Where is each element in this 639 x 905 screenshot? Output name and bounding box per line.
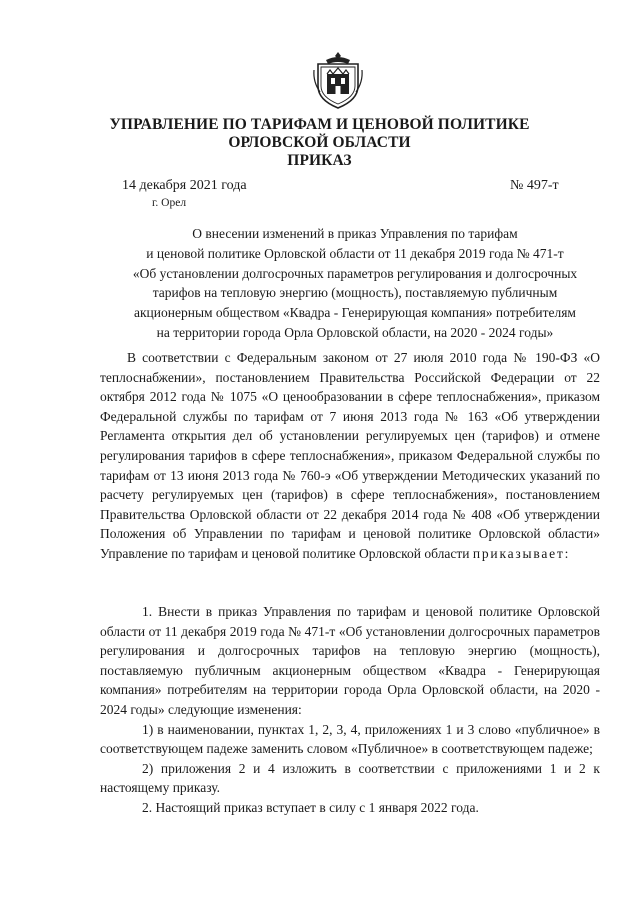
item-1: 1. Внести в приказ Управления по тарифам и ценовой политике Орловской области от 11 декабря 2019 года № 471-т «Об установлении долгосрочных параметров регулирования и долгосрочных тарифов на тепловую энергию (мощность), поставляемую публичным акционерным обществом «Квадра - Генерирующая компания» потребителям на территории города Орла Орловской области, на 2020 - 2024 годы» следующие изменения: — [100, 604, 600, 717]
preamble-text: В соответствии с Федеральным законом от 27 июля 2010 года № 190-ФЗ «О теплоснабжении», постановлением Правительства Российской Федерации от 22 октября 2012 года № 1075 «О ценообразовании в сфере теплоснабжения», приказом Федеральной службы по тарифам от 7 июня 2013 года № 163 «Об утверждении Регламента открытия дел об установлении регулируемых цен (тарифов) и отмене регулирования тарифов в сфере теплоснабжения», приказом Федеральной службы по тарифам от 13 июня 2013 года № 760-э «Об утверждении Методических указаний по расчету регулируемых цен (тарифов) в сфере теплоснабжения», постановлением Правительства Орловской области от 22 декабря 2014 года № 408 «Об утверждении Положения об Управлении по тарифам и ценовой политике Орловской области» Управление по тарифам и ценовой политике Орловской области — [100, 350, 600, 561]
order-items — [100, 602, 600, 818]
subject-line: тарифов на тепловую энергию (мощность), поставляемую публичным — [152, 285, 558, 301]
subject-line: на территории города Орла Орловской области, на 2020 - 2024 годы» — [156, 324, 554, 340]
orders-word: приказывает: — [472, 545, 571, 561]
subject-line: и ценовой политике Орловской области от 11 декабря 2019 года № 471-т — [146, 245, 564, 261]
item-1-sub-1: 1) в наименовании, пунктах 1, 2, 3, 4, приложениях 1 и 3 слово «публичное» в соответствующем падеже заменить словом «Публичное» в соответствующем падеже; — [100, 721, 600, 757]
agency-name-line2: ОРЛОВСКОЙ ОБЛАСТИ — [228, 134, 411, 151]
order-city: г. Орел — [152, 197, 187, 209]
subject-line: «Об установлении долгосрочных параметров регулирования и долгосрочных — [132, 265, 578, 281]
order-date: 14 декабря 2021 года — [122, 178, 247, 193]
subject-line: О внесении изменений в приказ Управления по тарифам — [192, 226, 518, 241]
item-2: 2. Настоящий приказ вступает в силу с 1 января 2022 года. — [142, 799, 479, 815]
coat-of-arms-emblem — [312, 50, 364, 110]
document-type-title: ПРИКАЗ — [287, 152, 352, 169]
preamble-paragraph — [100, 348, 600, 564]
agency-name-line1: УПРАВЛЕНИЕ ПО ТАРИФАМ И ЦЕНОВОЙ ПОЛИТИКЕ — [109, 116, 530, 133]
subject-line: акционерным обществом «Квадра - Генерирующая компания» потребителям — [134, 305, 576, 321]
order-subject — [60, 224, 639, 343]
item-1-sub-2: 2) приложения 2 и 4 изложить в соответствии с приложениями 1 и 2 к настоящему приказу. — [100, 760, 600, 796]
order-number: № 497-т — [510, 178, 559, 193]
